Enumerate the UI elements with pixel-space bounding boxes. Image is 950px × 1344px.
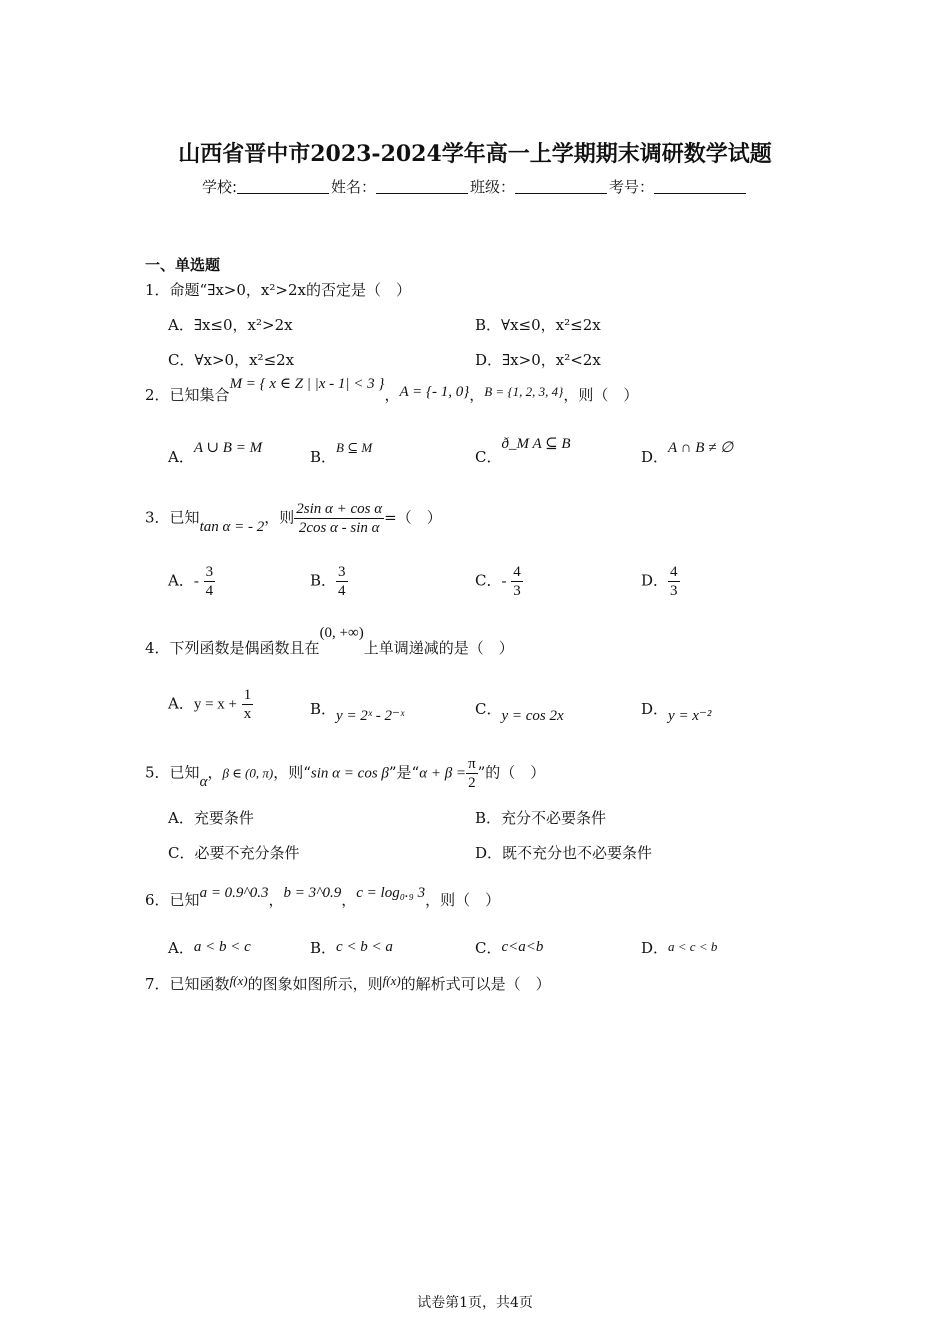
question-text: 已知函数 — [169, 975, 230, 993]
expression-a: a = 0.9^0.3 — [199, 885, 269, 901]
denominator: 2cos α - sin α — [298, 520, 380, 536]
q4-option-c — [475, 698, 564, 724]
expression-b: b = 3^0.9 — [283, 885, 342, 901]
fraction-value — [242, 686, 254, 723]
question-text: 已知 — [169, 508, 200, 527]
question-1 — [145, 279, 411, 300]
question-text: 下列函数是偶函数且在 — [169, 639, 320, 657]
set-m-expression: M = { x ∈ Z | |x - 1| < 3 } — [229, 376, 385, 392]
numerator: 1 — [243, 687, 252, 703]
condition-expression: tan α = - 2 — [199, 518, 265, 535]
question-text: 已知 — [169, 763, 200, 782]
question-tail: ”的（ ） — [477, 763, 546, 782]
option-expression: c<a<b — [501, 939, 544, 955]
question-number: 1． — [145, 281, 170, 299]
q1-option-c: C．∀x>0，x²≤2x — [168, 351, 295, 369]
option-label: C． — [475, 571, 502, 590]
q1-option-a: A．∃x≤0，x²>2x — [168, 316, 293, 334]
q6-option-a — [168, 937, 251, 958]
option-expression: y = cos 2x — [501, 708, 564, 724]
option-expression: y = 2ˣ - 2⁻ˣ — [336, 708, 405, 724]
denominator: x — [243, 706, 252, 722]
question-text: ”是“ — [388, 763, 420, 782]
equation-2: α + β = — [419, 765, 467, 782]
q5-option-d: D．既不充分也不必要条件 — [475, 844, 653, 862]
fraction-value — [511, 563, 523, 600]
q2-option-c — [475, 436, 571, 467]
q5-option-b: B．充分不必要条件 — [475, 809, 607, 827]
option-label: D． — [641, 939, 669, 957]
section-heading: 一、单选题 — [145, 256, 221, 274]
option-expression: y = x⁻² — [668, 708, 712, 724]
minus-sign: - — [193, 573, 199, 590]
question-tail: =（ ） — [384, 508, 442, 527]
name-blank — [376, 179, 468, 194]
numerator: 4 — [670, 564, 678, 580]
q3-option-d — [641, 563, 680, 600]
minus-sign: - — [501, 573, 507, 590]
numerator: π — [468, 756, 476, 772]
option-label: D． — [641, 700, 669, 718]
question-number: 5． — [145, 763, 170, 782]
fraction-value — [668, 563, 680, 600]
question-4 — [145, 625, 514, 658]
set-a-expression: A = {- 1, 0} — [399, 384, 470, 400]
denominator: 4 — [338, 583, 346, 599]
question-tail: 的解析式可以是（ ） — [400, 975, 551, 993]
q2-option-d — [641, 440, 734, 467]
option-label: C． — [475, 448, 502, 466]
option-label: C． — [475, 939, 502, 957]
function-expression: f(x) — [229, 973, 248, 988]
question-6: 6．已知a = 0.9^0.3，b = 3^0.9，c = log₀.₉ 3，则（ ） — [145, 885, 501, 909]
option-label: B． — [310, 571, 337, 590]
option-label: A． — [168, 448, 194, 466]
question-number: 6． — [145, 891, 170, 909]
class-label: 班级： — [470, 178, 516, 196]
option-label: C． — [475, 700, 502, 718]
denominator: 3 — [670, 583, 678, 599]
q4-option-b — [310, 698, 405, 724]
option-expression: c < b < a — [336, 939, 393, 955]
q4-option-d — [641, 698, 712, 724]
name-label: 姓名： — [331, 178, 377, 196]
option-expression: y = x + — [193, 696, 238, 713]
numerator: 3 — [338, 564, 346, 580]
option-expression: ð_M A ⊆ B — [501, 436, 571, 452]
number-label: 考号： — [609, 178, 655, 196]
option-label: A． — [168, 694, 194, 713]
question-tail: ，则（ ） — [563, 386, 639, 404]
question-text: ，则“ — [273, 763, 311, 782]
question-text: 已知集合 — [169, 386, 230, 404]
student-info-line — [0, 176, 950, 197]
set-b-expression: B = {1, 2, 3, 4} — [484, 384, 564, 399]
function-expression: f(x) — [382, 973, 401, 988]
question-3 — [145, 500, 442, 537]
option-expression: a < c < b — [668, 939, 718, 954]
numerator: 4 — [513, 564, 521, 580]
option-label: A． — [168, 939, 194, 957]
option-label: A． — [168, 571, 194, 590]
page-title: 山西省晋中市2023-2024学年高一上学期期末调研数学试题 — [178, 141, 772, 167]
q5-option-a: A．充要条件 — [168, 809, 254, 827]
q1-option-d: D．∃x>0，x²<2x — [475, 351, 601, 369]
number-blank — [654, 179, 746, 194]
q3-option-a — [168, 563, 215, 600]
option-expression: B ⊆ M — [336, 440, 373, 455]
option-expression: A ∪ B = M — [193, 440, 263, 456]
fraction-expression — [294, 500, 384, 537]
q2-option-a — [168, 440, 263, 467]
school-label: 学校: — [201, 178, 237, 196]
class-blank — [515, 179, 607, 194]
option-expression: a < b < c — [193, 939, 251, 955]
q6-option-c — [475, 937, 543, 958]
denominator: 4 — [205, 583, 214, 599]
fraction-value — [466, 755, 478, 792]
denominator: 2 — [468, 775, 476, 791]
option-label: B． — [310, 939, 337, 957]
expression-c: c = log₀.₉ 3 — [356, 885, 426, 901]
q4-option-a — [168, 686, 253, 723]
denominator: 3 — [513, 583, 521, 599]
numerator: 2sin α + cos α — [296, 501, 383, 517]
q6-option-d — [641, 937, 717, 958]
fraction-value — [336, 563, 348, 600]
numerator: 3 — [205, 564, 214, 580]
q2-option-b — [310, 440, 373, 467]
question-tail: 上单调递减的是（ ） — [363, 639, 514, 657]
question-text: ，则 — [264, 508, 295, 527]
option-label: D． — [641, 448, 669, 466]
q1-option-b: B．∀x≤0，x²≤2x — [475, 316, 601, 334]
option-expression: A ∩ B ≠ ∅ — [668, 440, 734, 456]
fraction-value — [204, 563, 216, 600]
question-text: 的图象如图所示，则 — [247, 975, 383, 993]
q3-option-c — [475, 563, 523, 600]
beta-range: β ∈ (0, π) — [222, 765, 274, 781]
question-5: 5．已知α，β ∈ (0, π)，则“sin α = cos β”是“α + β = $\frac{\pi}{2}$ ”的（ ） — [145, 756, 546, 791]
question-2: 2．已知集合M = { x ∈ Z | |x - 1| < 3 }，A = {- 1, 0}，B = {1, 2, 3, 4}，则（ ） — [145, 376, 639, 404]
page-footer: 试卷第1页，共4页 — [417, 1295, 533, 1311]
question-number: 7． — [145, 975, 170, 993]
q6-option-b — [310, 937, 393, 958]
alpha-symbol: α — [199, 773, 208, 790]
equation-1: sin α = cos β — [310, 765, 389, 782]
option-label: B． — [310, 700, 337, 718]
interval-expression: (0, +∞) — [319, 625, 364, 641]
question-text: 命题“∃x>0，x²>2x的否定是（ ） — [169, 281, 411, 299]
question-tail: ，则（ ） — [425, 891, 501, 909]
school-blank — [237, 179, 329, 194]
option-label: D． — [641, 571, 669, 590]
question-number: 4． — [145, 639, 170, 657]
question-number: 3． — [145, 508, 170, 527]
question-text: 已知 — [169, 891, 200, 909]
question-7 — [145, 973, 551, 994]
q3-option-b — [310, 563, 348, 600]
question-number: 2． — [145, 386, 170, 404]
option-label: B． — [310, 448, 337, 466]
q5-option-c: C．必要不充分条件 — [168, 844, 300, 862]
